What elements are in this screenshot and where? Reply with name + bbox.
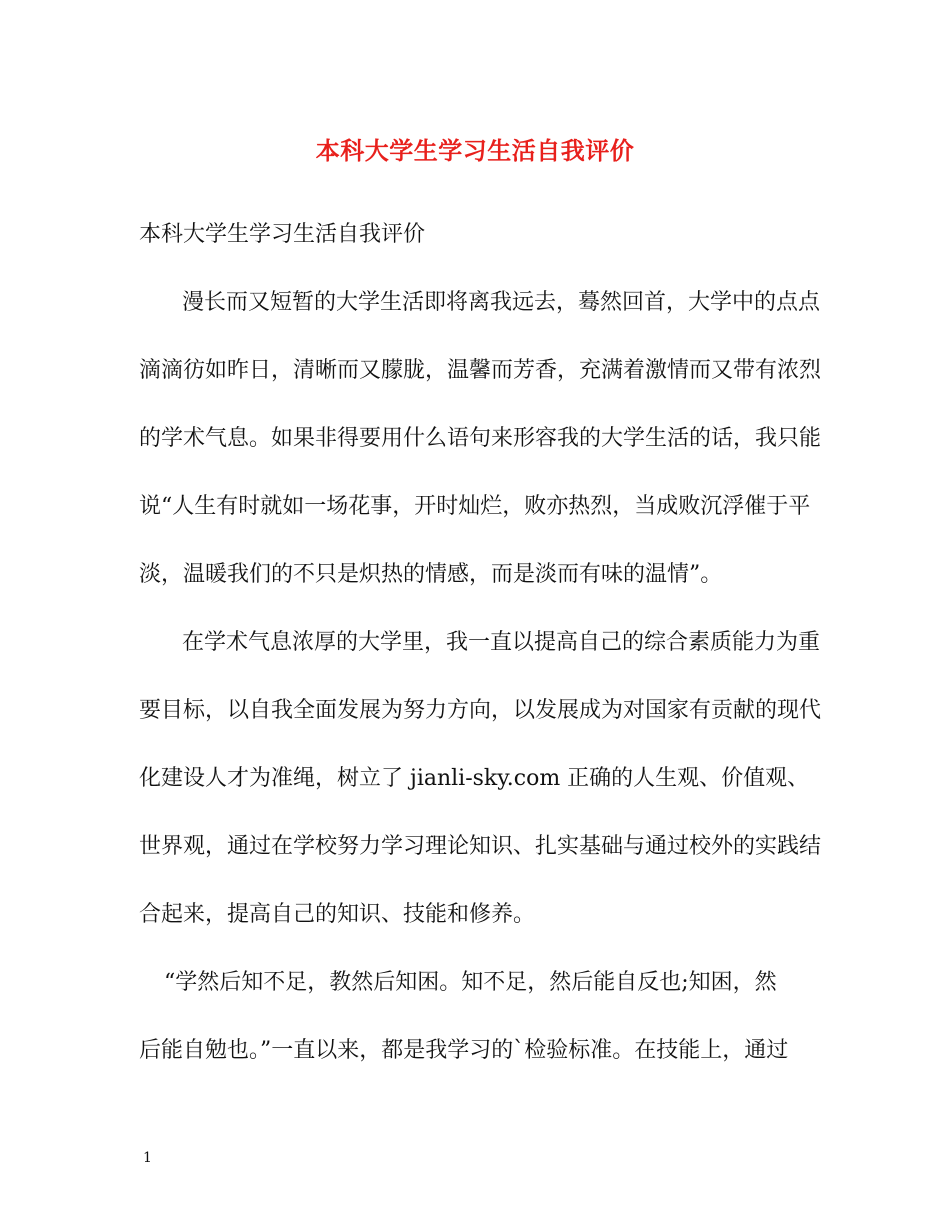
document-title: 本科大学生学习生活自我评价	[315, 136, 635, 165]
paragraph-line: 淡，温暖我们的不只是炽热的情感，而是淡而有味的温情”。	[139, 562, 723, 587]
paragraph-line: 滴滴彷如昨日，清晰而又朦胧，温馨而芳香，充满着激情而又带有浓烈	[139, 358, 822, 383]
paragraph-line: 后能自勉也。”一直以来，都是我学习的`检验标准。在技能上，通过	[139, 1038, 789, 1063]
paragraph-line: 漫长而又短暂的大学生活即将离我远去，蓦然回首，大学中的点点	[182, 290, 821, 315]
paragraph-line: 化建设人才为准绳，树立了 jianli-sky.com 正确的人生观、价值观、	[139, 766, 810, 791]
paragraph-line: 在学术气息浓厚的大学里，我一直以提高自己的综合素质能力为重	[182, 630, 821, 655]
paragraph-line: “学然后知不足，教然后知困。知不足，然后能自反也;知困，然	[164, 970, 777, 995]
paragraph-line: 说“人生有时就如一场花事，开时灿烂，败亦热烈，当成败沉浮催于平	[139, 494, 811, 519]
document-subtitle: 本科大学生学习生活自我评价	[139, 222, 426, 247]
paragraph-line: 世界观，通过在学校努力学习理论知识、扎实基础与通过校外的实践结	[139, 834, 822, 859]
paragraph-line: 的学术气息。如果非得要用什么语句来形容我的大学生活的话，我只能	[139, 426, 822, 451]
paragraph-line: 要目标，以自我全面发展为努力方向，以发展成为对国家有贡献的现代	[139, 698, 822, 723]
paragraph-line: 合起来，提高自己的知识、技能和修养。	[139, 902, 536, 927]
page-number: 1	[143, 1150, 152, 1166]
